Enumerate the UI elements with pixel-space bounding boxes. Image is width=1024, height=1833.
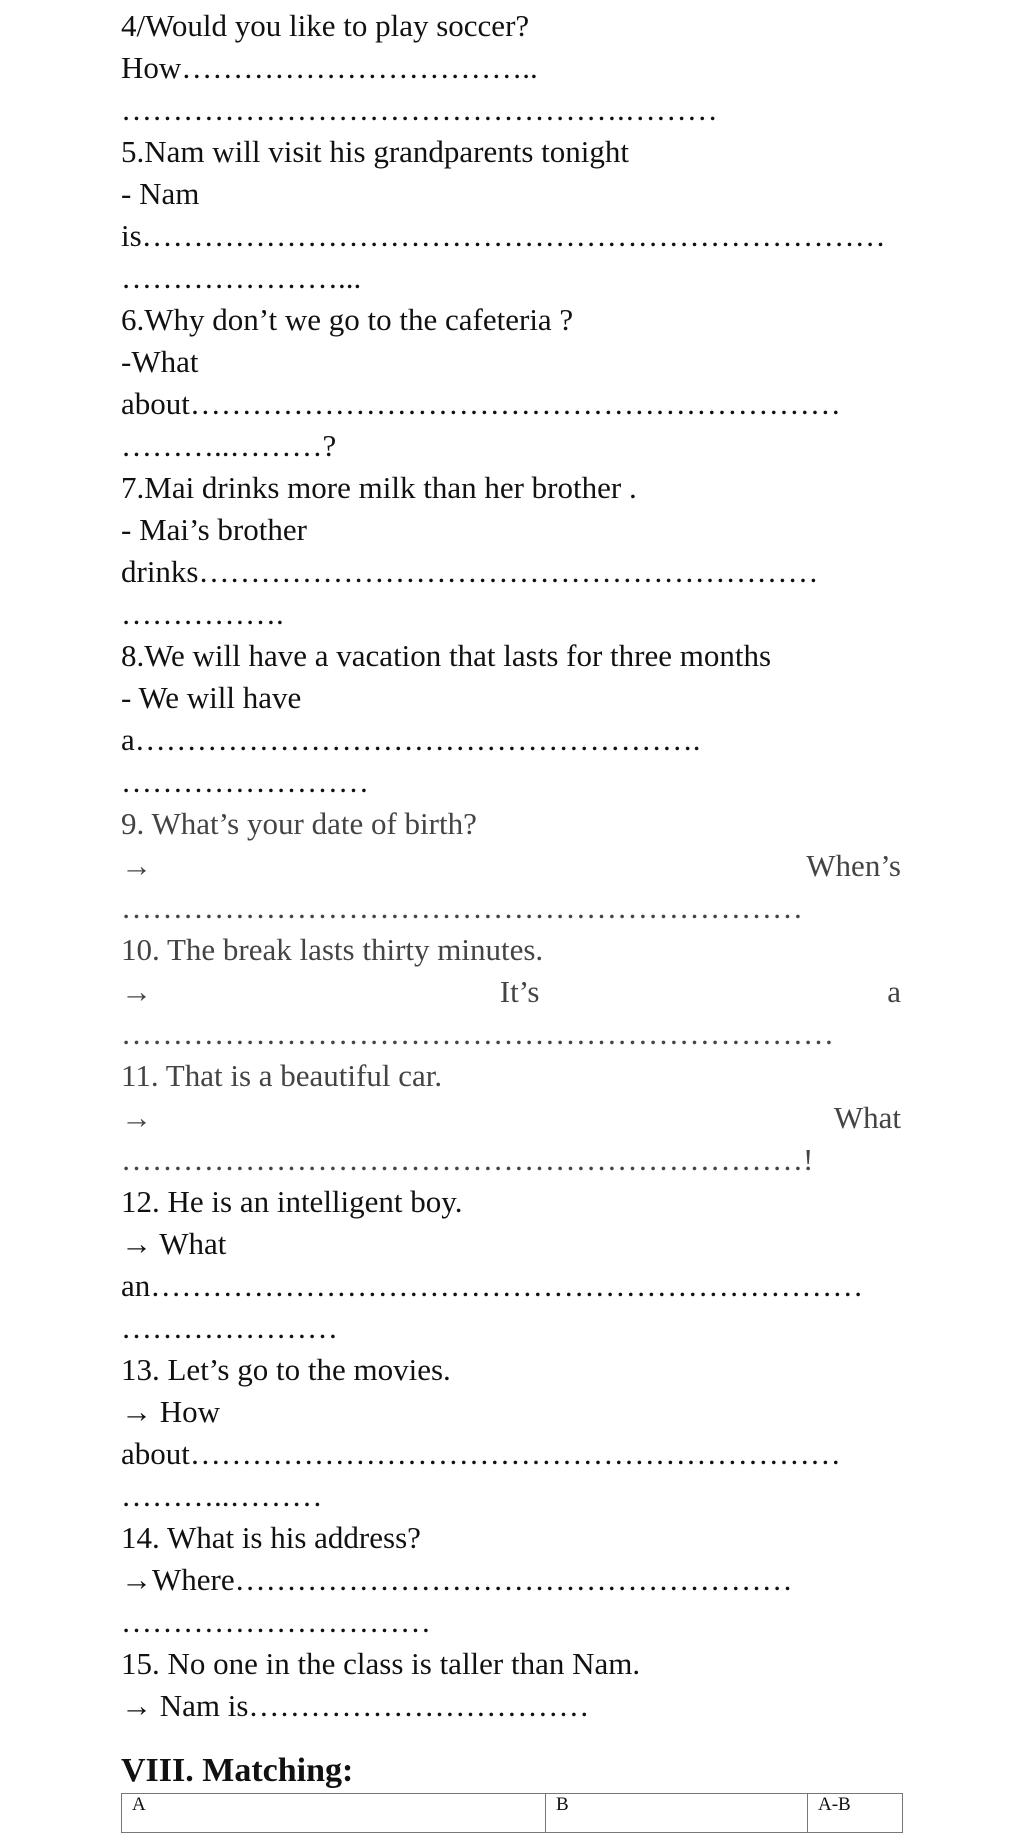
exercise-5-answer-line: is………………………………………………………………: [121, 218, 886, 253]
exercise-10-cue: It’s: [499, 974, 540, 1009]
exercise-15-answer-line: → Nam is……………………………: [121, 1688, 590, 1723]
exercise-10-cue-end: a: [887, 974, 901, 1009]
exercise-11-answer-line: …………………………………………………………!: [121, 1142, 814, 1177]
exercise-15-prompt: 15. No one in the class is taller than Nam.: [121, 1646, 641, 1681]
exercise-10-prompt: 10. The break lasts thirty minutes.: [121, 932, 544, 967]
exercise-11-cue: What: [833, 1100, 901, 1135]
exercise-8-answer-line-continued: ……………………: [121, 764, 369, 799]
matching-table-header-row: [122, 1794, 903, 1833]
arrow-icon: →: [121, 848, 152, 883]
section-heading: VIII. Matching:: [121, 1752, 354, 1789]
exercise-14-answer-line-continued: …………………………: [121, 1604, 431, 1639]
exercise-4-prompt: 4/Would you like to play soccer?: [121, 8, 530, 43]
exercise-13-prompt: 13. Let’s go to the movies.: [121, 1352, 451, 1387]
exercise-12-prompt: 12. He is an intelligent boy.: [121, 1184, 463, 1219]
exercise-14-answer-line: →Where………………………………………………: [121, 1562, 793, 1597]
matching-table: [121, 1793, 903, 1833]
exercise-8-lead: - We will have: [121, 680, 302, 715]
exercise-5-answer-line-continued: …………………...: [121, 260, 362, 295]
exercise-12-lead: → What: [121, 1226, 227, 1261]
arrow-icon: →: [121, 974, 152, 1009]
exercise-7-lead: - Mai’s brother: [121, 512, 307, 547]
exercise-13-answer-line-continued: ………..………: [121, 1478, 323, 1513]
exercise-6-answer-line-continued: ………..………?: [121, 428, 337, 463]
exercise-9-prompt: 9. What’s your date of birth?: [121, 806, 477, 841]
exercise-14-prompt: 14. What is his address?: [121, 1520, 421, 1555]
exercise-7-answer-line: drinks……………………………………………………: [121, 554, 819, 589]
exercise-6-answer-line: about………………………………………………………: [121, 386, 841, 421]
exercise-6-lead: -What: [121, 344, 199, 379]
exercise-9-cue: When’s: [806, 848, 901, 883]
exercise-12-answer-line-continued: …………………: [121, 1310, 338, 1345]
exercise-12-answer-line: an……………………………………………………………: [121, 1268, 864, 1303]
exercise-5-lead: - Nam: [121, 176, 200, 211]
exercise-9-answer-line: …………………………………………………………: [121, 890, 803, 925]
exercise-13-answer-line: about………………………………………………………: [121, 1436, 841, 1471]
exercise-13-lead: → How: [121, 1394, 221, 1429]
exercise-8-prompt: 8.We will have a vacation that lasts for three months: [121, 638, 772, 673]
exercise-8-answer-line: a……………………………………………….: [121, 722, 701, 757]
exercise-4-answer-line: How……………………………..: [121, 50, 538, 85]
column-header-a-b: A-B: [808, 1794, 903, 1833]
exercise-10-arrow-row: [121, 971, 901, 1013]
exercise-7-prompt: 7.Mai drinks more milk than her brother .: [121, 470, 637, 505]
exercise-6-prompt: 6.Why don’t we go to the cafeteria ?: [121, 302, 574, 337]
exercise-11-arrow-row: [121, 1097, 901, 1139]
exercise-11-prompt: 11. That is a beautiful car.: [121, 1058, 443, 1093]
exercise-9-arrow-row: [121, 845, 901, 887]
exercise-7-answer-line-continued: …………….: [121, 596, 284, 631]
exercise-10-answer-line: ……………………………………………………………: [121, 1016, 834, 1051]
column-header-a: A: [122, 1794, 546, 1833]
exercise-4-answer-line-continued: ………………………………………….………: [121, 92, 718, 127]
exercise-5-prompt: 5.Nam will visit his grandparents tonight: [121, 134, 630, 169]
column-header-b: B: [546, 1794, 808, 1833]
arrow-icon: →: [121, 1100, 152, 1135]
